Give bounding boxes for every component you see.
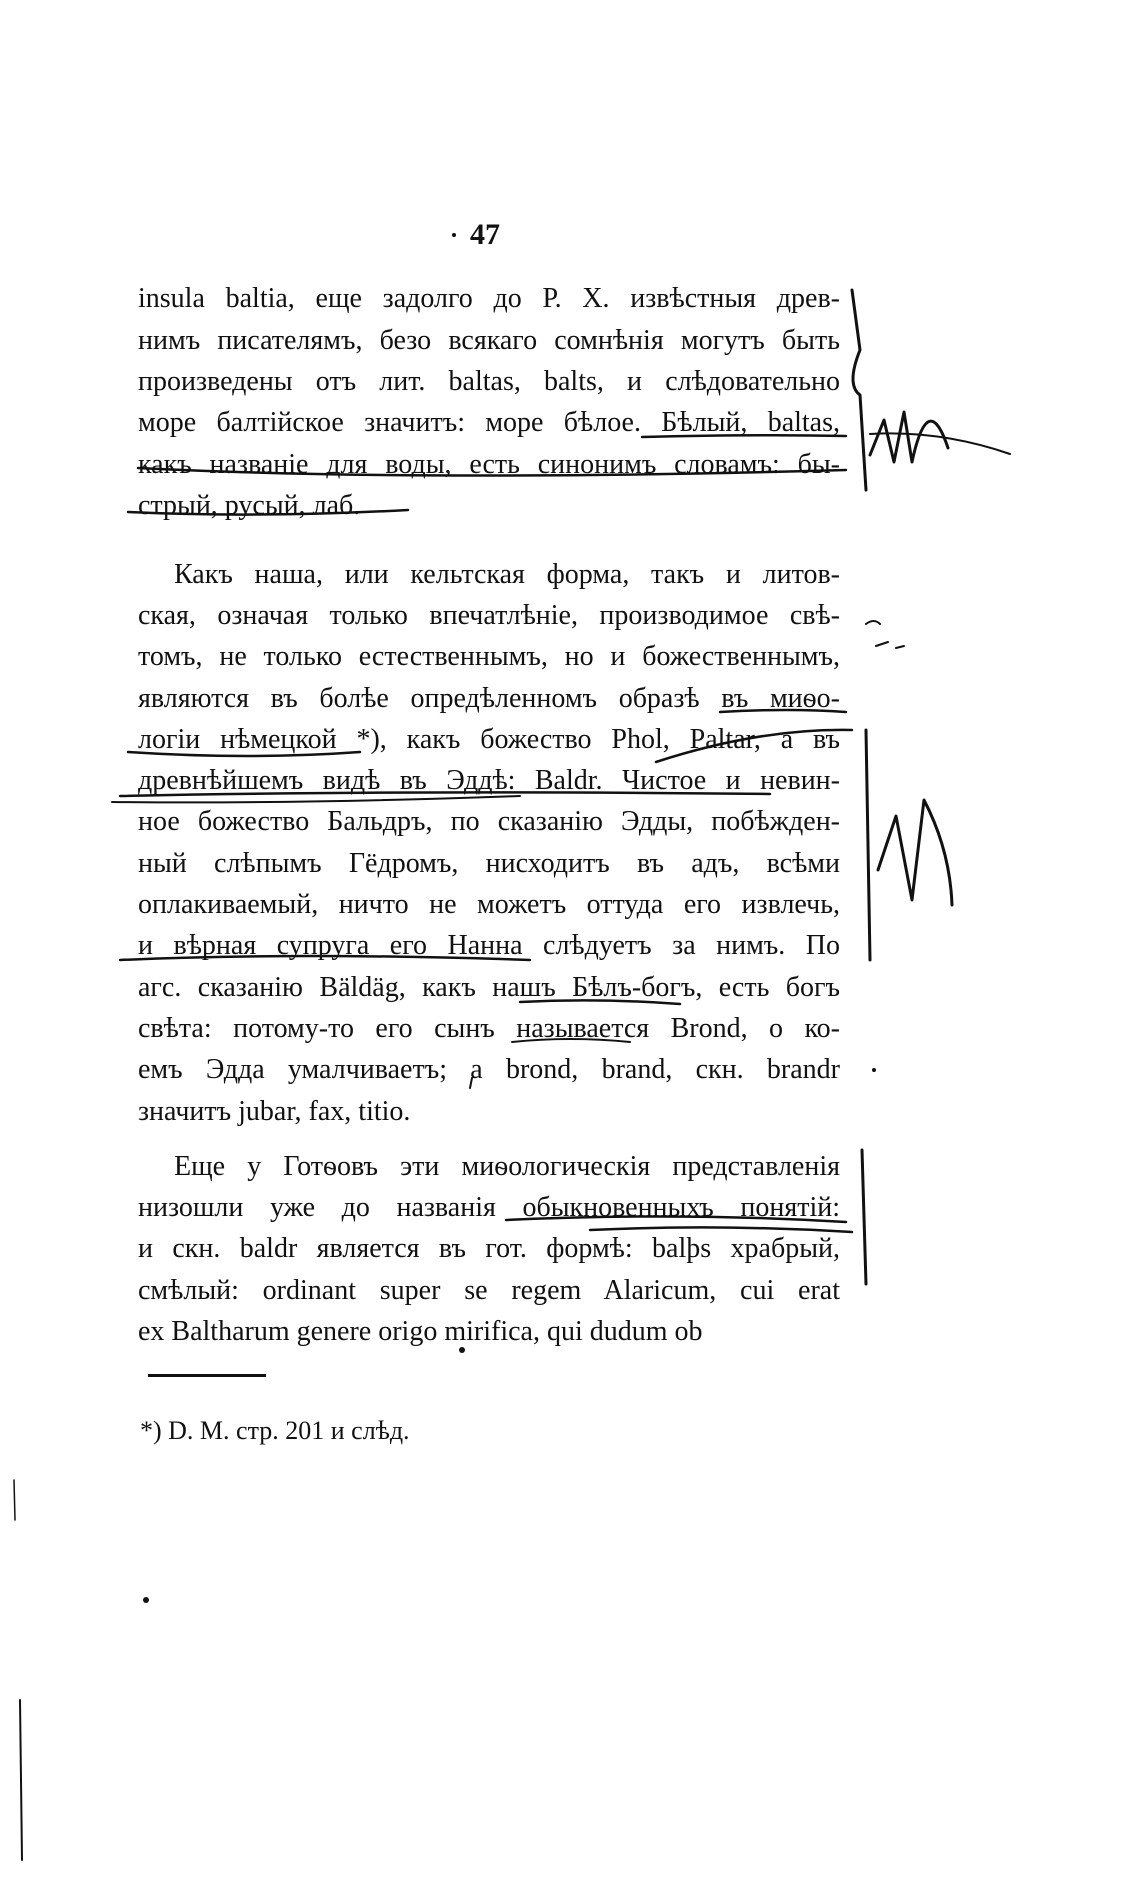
footnote: *) D. M. стр. 201 и слѣд. xyxy=(140,1416,410,1445)
text-line: значитъ jubar, fax, titio. xyxy=(138,1096,411,1127)
text-line: агс. сказанію Bäldäg, какъ нашъ Бѣлъ-богъ, есть богъ xyxy=(138,972,840,1003)
margin-bracket xyxy=(866,730,870,960)
margin-mark xyxy=(866,621,904,648)
margin-scribble xyxy=(870,412,948,462)
text-line: какъ названіе для воды, есть синонимъ словамъ: бы- xyxy=(138,449,840,480)
text-line: ская, означая только впечатлѣніе, производимое свѣ- xyxy=(138,600,840,631)
footnote-rule xyxy=(148,1374,266,1377)
text-line: произведены отъ лит. baltas, balts, и слѣдовательно xyxy=(138,366,840,397)
text-line: море балтійское значитъ: море бѣлое. Бѣлый, baltas, xyxy=(138,407,840,438)
text-line: и скн. baldr является въ гот. формѣ: balþs храбрый, xyxy=(138,1233,840,1264)
text-line: стрый, русый, лаб. xyxy=(138,490,361,521)
text-line: томъ, не только естественнымъ, но и божественнымъ, xyxy=(138,641,840,672)
text-line: insula baltia, еще задолго до Р. Х. извѣстныя древ- xyxy=(138,283,840,314)
text-line: логіи нѣмецкой *), какъ божество Phol, Paltar, а въ xyxy=(138,724,840,755)
text-line: свѣта: потому-то его сынъ называется Brond, о ко- xyxy=(138,1013,840,1044)
margin-bracket xyxy=(862,1150,866,1284)
text-line: нимъ писателямъ, безо всякаго сомнѣнія могутъ быть xyxy=(138,325,840,356)
text-line: являются въ болѣе опредѣленномъ образѣ въ миѳо- xyxy=(138,683,840,714)
margin-scribble xyxy=(878,800,952,905)
text-line: смѣлый: ordinant super se regem Alaricum, cui erat xyxy=(138,1275,840,1306)
text-line: ex Baltharum genere origo mirifica, qui dudum ob xyxy=(138,1316,703,1347)
text-line: ное божество Бальдръ, по сказанію Эдды, побѣжден- xyxy=(138,806,840,837)
scan-edge-mark xyxy=(20,1700,22,1860)
text-line: древнѣйшемъ видѣ въ Эддѣ: Baldr. Чистое и невин- xyxy=(138,765,840,796)
text-line: низошли уже до названія обыкновенныхъ понятій: xyxy=(138,1192,840,1223)
text-line: и вѣрная супруга его Нанна слѣдуетъ за нимъ. По xyxy=(138,930,840,961)
text-line: ный слѣпымъ Гёдромъ, нисходитъ въ адъ, всѣми xyxy=(138,848,840,879)
text-line: Какъ наша, или кельтская форма, такъ и литов- xyxy=(174,559,840,590)
text-line: емъ Эдда умалчиваетъ; а brond, brand, скн. brandr xyxy=(138,1054,840,1085)
margin-stroke xyxy=(870,433,1010,454)
scan-edge-mark xyxy=(14,1480,15,1520)
ink-dot xyxy=(872,1068,876,1072)
text-line: Еще у Готѳовъ эти миѳологическія представленія xyxy=(174,1151,840,1182)
ink-dot xyxy=(452,233,456,237)
margin-bracket xyxy=(852,290,866,490)
ink-dot xyxy=(143,1597,149,1603)
page-number: 47 xyxy=(470,218,500,251)
text-line: оплакиваемый, ничто не можетъ оттуда его извлечь, xyxy=(138,889,840,920)
